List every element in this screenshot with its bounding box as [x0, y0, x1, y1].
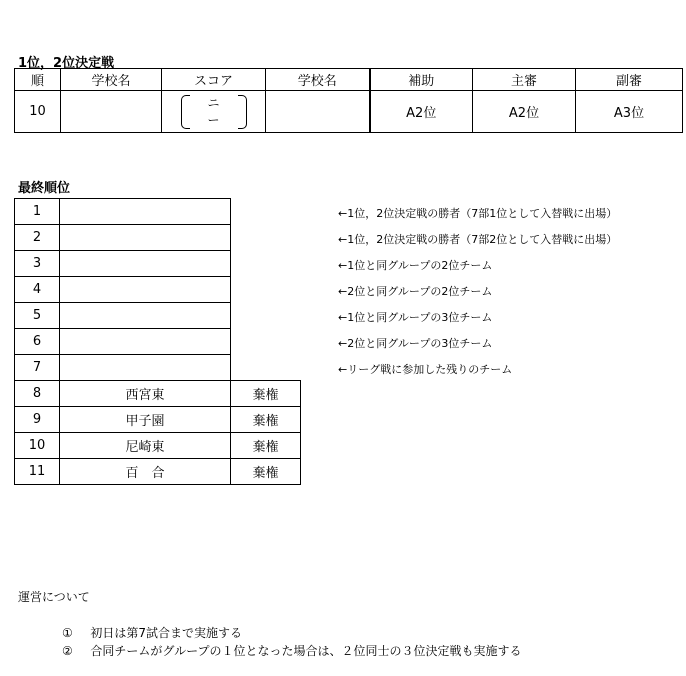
header-sub-umpire: 副審	[576, 69, 683, 91]
assist-cell: A2位	[370, 91, 473, 133]
table-row	[15, 459, 301, 485]
empty-cell	[231, 355, 301, 381]
empty-cell	[231, 329, 301, 355]
ranking-note: ←1位と同グループの2位チーム	[338, 259, 493, 272]
table-row	[15, 303, 301, 329]
operation-item-1	[62, 624, 242, 641]
empty-cell	[231, 199, 301, 225]
empty-cell	[231, 251, 301, 277]
status-cell: 棄権	[231, 459, 301, 485]
score-cell	[162, 91, 266, 133]
item-text: 合同チームがグループの１位となった場合は、２位同士の３位決定戦も実施する	[90, 644, 522, 658]
match-order: 10	[15, 91, 61, 133]
operations-title: 運営について	[18, 590, 90, 604]
rank-cell: 5	[15, 303, 60, 329]
empty-cell	[231, 303, 301, 329]
sub-umpire-cell: A3位	[576, 91, 683, 133]
ranking-note: ←1位と同グループの3位チーム	[338, 311, 493, 324]
rank-cell: 6	[15, 329, 60, 355]
score-bracket	[181, 95, 247, 129]
status-cell: 棄権	[231, 433, 301, 459]
school-cell[interactable]	[60, 251, 231, 277]
header-chief-umpire: 主審	[473, 69, 576, 91]
item-marker: ②	[62, 644, 73, 658]
score-bottom: ー	[207, 112, 220, 127]
table-row	[15, 199, 301, 225]
status-cell: 棄権	[231, 407, 301, 433]
school-cell[interactable]: 百 合	[60, 459, 231, 485]
table-row	[15, 381, 301, 407]
table-row	[15, 251, 301, 277]
school-cell[interactable]	[60, 199, 231, 225]
item-text: 初日は第7試合まで実施する	[90, 626, 243, 640]
table-row	[15, 355, 301, 381]
school-cell[interactable]	[60, 277, 231, 303]
final-match-table	[14, 68, 683, 133]
table-row	[15, 225, 301, 251]
rank-cell: 1	[15, 199, 60, 225]
table-row	[15, 91, 683, 133]
ranking-table	[14, 198, 301, 485]
ranking-note: ←1位，2位決定戦の勝者（7部1位として入替戦に出場）	[338, 207, 618, 220]
rank-cell: 4	[15, 277, 60, 303]
header-school-b: 学校名	[266, 69, 370, 91]
right-bracket	[238, 95, 247, 129]
rank-cell: 8	[15, 381, 60, 407]
status-cell: 棄権	[231, 381, 301, 407]
ranking-note: ←リーグ戦に参加した残りのチーム	[338, 363, 513, 376]
ranking-note: ←2位と同グループの2位チーム	[338, 285, 493, 298]
operation-item-2	[62, 642, 521, 659]
school-cell[interactable]	[60, 225, 231, 251]
school-cell[interactable]	[60, 355, 231, 381]
table-row	[15, 277, 301, 303]
header-order: 順	[15, 69, 61, 91]
item-marker: ①	[62, 626, 73, 640]
left-bracket	[181, 95, 190, 129]
school-a-cell[interactable]	[61, 91, 162, 133]
header-school-a: 学校名	[61, 69, 162, 91]
rank-cell: 7	[15, 355, 60, 381]
ranking-section-title: 最終順位	[18, 181, 71, 196]
rank-cell: 9	[15, 407, 60, 433]
rank-cell: 3	[15, 251, 60, 277]
table-header-row	[15, 69, 683, 91]
table-row	[15, 433, 301, 459]
table-row	[15, 407, 301, 433]
rank-cell: 11	[15, 459, 60, 485]
final-section-title: 1位，2位決定戦	[18, 56, 115, 71]
school-cell[interactable]: 西宮東	[60, 381, 231, 407]
header-assist: 補助	[370, 69, 473, 91]
school-cell[interactable]	[60, 303, 231, 329]
school-cell[interactable]	[60, 329, 231, 355]
ranking-note: ←2位と同グループの3位チーム	[338, 337, 493, 350]
rank-cell: 2	[15, 225, 60, 251]
school-cell[interactable]: 尼崎東	[60, 433, 231, 459]
empty-cell	[231, 277, 301, 303]
rank-cell: 10	[15, 433, 60, 459]
school-cell[interactable]: 甲子園	[60, 407, 231, 433]
table-row	[15, 329, 301, 355]
empty-cell	[231, 225, 301, 251]
ranking-note: ←1位，2位決定戦の勝者（7部2位として入替戦に出場）	[338, 233, 618, 246]
school-b-cell[interactable]	[266, 91, 370, 133]
header-score: スコア	[162, 69, 266, 91]
chief-umpire-cell: A2位	[473, 91, 576, 133]
score-top: ニ	[207, 95, 220, 110]
